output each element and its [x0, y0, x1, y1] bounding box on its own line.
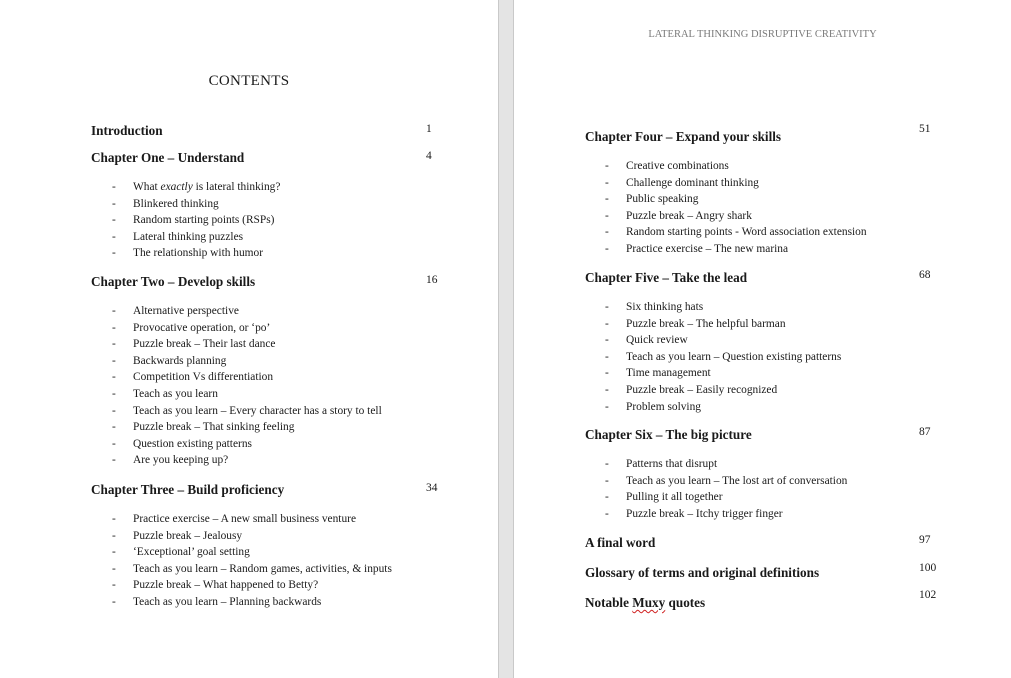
- toc-heading-chapter-two: Chapter Two – Develop skills: [91, 274, 256, 289]
- spellcheck-flagged-word[interactable]: Muxy: [632, 595, 666, 610]
- bullet-dash: -: [605, 242, 609, 255]
- toc-section-text: Puzzle break – That sinking feeling: [133, 421, 295, 434]
- bullet-dash: -: [112, 247, 116, 260]
- bullet-dash: -: [112, 437, 116, 450]
- toc-section-text: Creative combinations: [626, 160, 729, 172]
- toc-section-text: Puzzle break – The helpful barman: [626, 317, 786, 330]
- toc-section-text: Random starting points - Word association extension: [626, 226, 867, 239]
- toc-heading-introduction: Introduction: [91, 123, 163, 138]
- bullet-dash: -: [605, 209, 609, 222]
- bullet-dash: -: [605, 160, 609, 172]
- bullet-dash: -: [605, 193, 609, 206]
- bullet-dash: -: [605, 176, 609, 189]
- toc-section-text: Practice exercise – A new small business venture: [133, 513, 357, 525]
- bullet-dash: -: [112, 546, 116, 559]
- toc-heading-chapter-four: Chapter Four – Expand your skills: [585, 129, 782, 144]
- toc-section-text: Puzzle break – Angry shark: [626, 209, 752, 222]
- toc-page-number: 1: [426, 123, 432, 135]
- toc-section-text: Problem solving: [626, 400, 701, 413]
- bullet-dash: -: [605, 458, 609, 470]
- toc-page-number: 4: [426, 150, 432, 162]
- toc-section-text: Are you keeping up?: [133, 454, 229, 467]
- bullet-dash: -: [112, 305, 116, 317]
- toc-section-text: Challenge dominant thinking: [626, 176, 759, 189]
- toc-section-text: Puzzle break – Itchy trigger finger: [626, 507, 783, 520]
- toc-section-text: Public speaking: [626, 193, 699, 206]
- toc-section-text: Teach as you learn – The lost art of conversation: [626, 474, 848, 487]
- bullet-dash: -: [112, 421, 116, 434]
- toc-entry-chapter-two[interactable]: [91, 274, 451, 294]
- toc-entry-final-word[interactable]: [585, 535, 945, 555]
- toc-section-text: The relationship with humor: [133, 247, 264, 260]
- toc-section-text: [133, 179, 280, 196]
- section-text-part: What: [133, 181, 161, 193]
- toc-section-text: Teach as you learn – Question existing patterns: [626, 350, 842, 363]
- toc-page-number: 16: [426, 274, 438, 286]
- bullet-dash: -: [112, 404, 116, 417]
- toc-page-number: 34: [426, 482, 438, 494]
- toc-heading-final-word: A final word: [585, 535, 656, 550]
- toc-page-number: 100: [919, 562, 937, 574]
- section-text-emphasis: exactly: [160, 181, 193, 193]
- toc-section-text: Backwards planning: [133, 354, 227, 367]
- bullet-dash: -: [112, 197, 116, 210]
- bullet-dash: -: [605, 350, 609, 363]
- bullet-dash: -: [605, 367, 609, 380]
- bullet-dash: -: [112, 579, 116, 592]
- bullet-dash: -: [112, 562, 116, 575]
- bullet-dash: -: [112, 529, 116, 542]
- bullet-dash: -: [605, 491, 609, 504]
- toc-entry-introduction[interactable]: [91, 123, 451, 143]
- heading-text-part: quotes: [665, 595, 706, 610]
- section-text-part: is lateral thinking?: [192, 181, 281, 193]
- toc-section-text: Question existing patterns: [133, 437, 252, 450]
- toc-heading-chapter-one: Chapter One – Understand: [91, 150, 245, 165]
- bullet-dash: -: [112, 354, 116, 367]
- bullet-dash: -: [605, 317, 609, 330]
- toc-heading-quotes: [585, 595, 705, 611]
- toc-section-text: Provocative operation, or ‘po’: [133, 321, 271, 334]
- toc-section-text: Patterns that disrupt: [626, 458, 718, 470]
- bullet-dash: -: [112, 214, 116, 227]
- toc-entry-chapter-three[interactable]: [91, 482, 451, 502]
- bullet-dash: -: [112, 230, 116, 243]
- toc-section-text: Quick review: [626, 334, 688, 347]
- bullet-dash: -: [112, 513, 116, 525]
- toc-section-text: Time management: [626, 367, 711, 380]
- toc-entry-glossary[interactable]: [585, 562, 945, 585]
- toc-entry-quotes[interactable]: [585, 589, 945, 615]
- bullet-dash: -: [605, 226, 609, 239]
- bullet-dash: -: [605, 400, 609, 413]
- toc-section-text: Six thinking hats: [626, 301, 704, 313]
- bullet-dash: -: [605, 301, 609, 313]
- toc-heading-chapter-five: Chapter Five – Take the lead: [585, 270, 748, 285]
- toc-entry-chapter-four[interactable]: [585, 123, 945, 149]
- toc-section-text: Pulling it all together: [626, 491, 723, 504]
- toc-page-number: 51: [919, 123, 931, 135]
- toc-section-text: Teach as you learn: [133, 387, 218, 400]
- bullet-dash: -: [112, 371, 116, 384]
- bullet-dash: -: [112, 387, 116, 400]
- running-header: LATERAL THINKING DISRUPTIVE CREATIVITY: [648, 29, 877, 40]
- bullet-dash: -: [112, 595, 116, 608]
- bullet-dash: -: [605, 334, 609, 347]
- toc-section-text: Teach as you learn – Planning backwards: [133, 595, 322, 608]
- toc-section-text: Teach as you learn – Every character has a story to tell: [133, 404, 382, 417]
- toc-section-text: Random starting points (RSPs): [133, 214, 275, 227]
- toc-section-text: Puzzle break – Jealousy: [133, 529, 243, 542]
- bullet-dash: -: [605, 383, 609, 396]
- toc-section-text: Alternative perspective: [133, 305, 239, 317]
- bullet-dash: -: [112, 181, 116, 193]
- left-page: [0, 0, 498, 678]
- toc-entry-chapter-five[interactable]: [585, 270, 945, 290]
- bullet-dash: -: [112, 454, 116, 467]
- bullet-dash: -: [605, 474, 609, 487]
- toc-entry-chapter-six[interactable]: [585, 427, 945, 447]
- page-gutter: [498, 0, 514, 678]
- toc-page-number: 68: [919, 269, 931, 281]
- toc-section-text: Competition Vs differentiation: [133, 371, 274, 384]
- toc-section-text: Lateral thinking puzzles: [133, 230, 244, 243]
- toc-page-number: 102: [919, 589, 937, 601]
- toc-heading-chapter-six: Chapter Six – The big picture: [585, 427, 752, 442]
- heading-text-part: Notable: [585, 595, 633, 610]
- toc-section-text: Blinkered thinking: [133, 197, 219, 210]
- toc-page-number: 97: [919, 534, 931, 546]
- toc-section-text: Puzzle break – What happened to Betty?: [133, 579, 319, 592]
- toc-section-text: Puzzle break – Their last dance: [133, 338, 276, 351]
- bullet-dash: -: [605, 507, 609, 520]
- bullet-dash: -: [112, 338, 116, 351]
- toc-section-text: ‘Exceptional’ goal setting: [133, 546, 250, 559]
- toc-heading-chapter-three: Chapter Three – Build proficiency: [91, 482, 285, 497]
- toc-page-number: 87: [919, 426, 931, 438]
- right-page: [514, 0, 1011, 678]
- contents-title: CONTENTS: [208, 73, 290, 89]
- toc-entry-chapter-one[interactable]: [91, 150, 451, 170]
- toc-section-text: Practice exercise – The new marina: [626, 242, 789, 255]
- toc-section-text: Teach as you learn – Random games, activities, & inputs: [133, 562, 392, 575]
- toc-section-text: Puzzle break – Easily recognized: [626, 383, 778, 396]
- bullet-dash: -: [112, 321, 116, 334]
- toc-heading-glossary: Glossary of terms and original definitions: [585, 565, 820, 580]
